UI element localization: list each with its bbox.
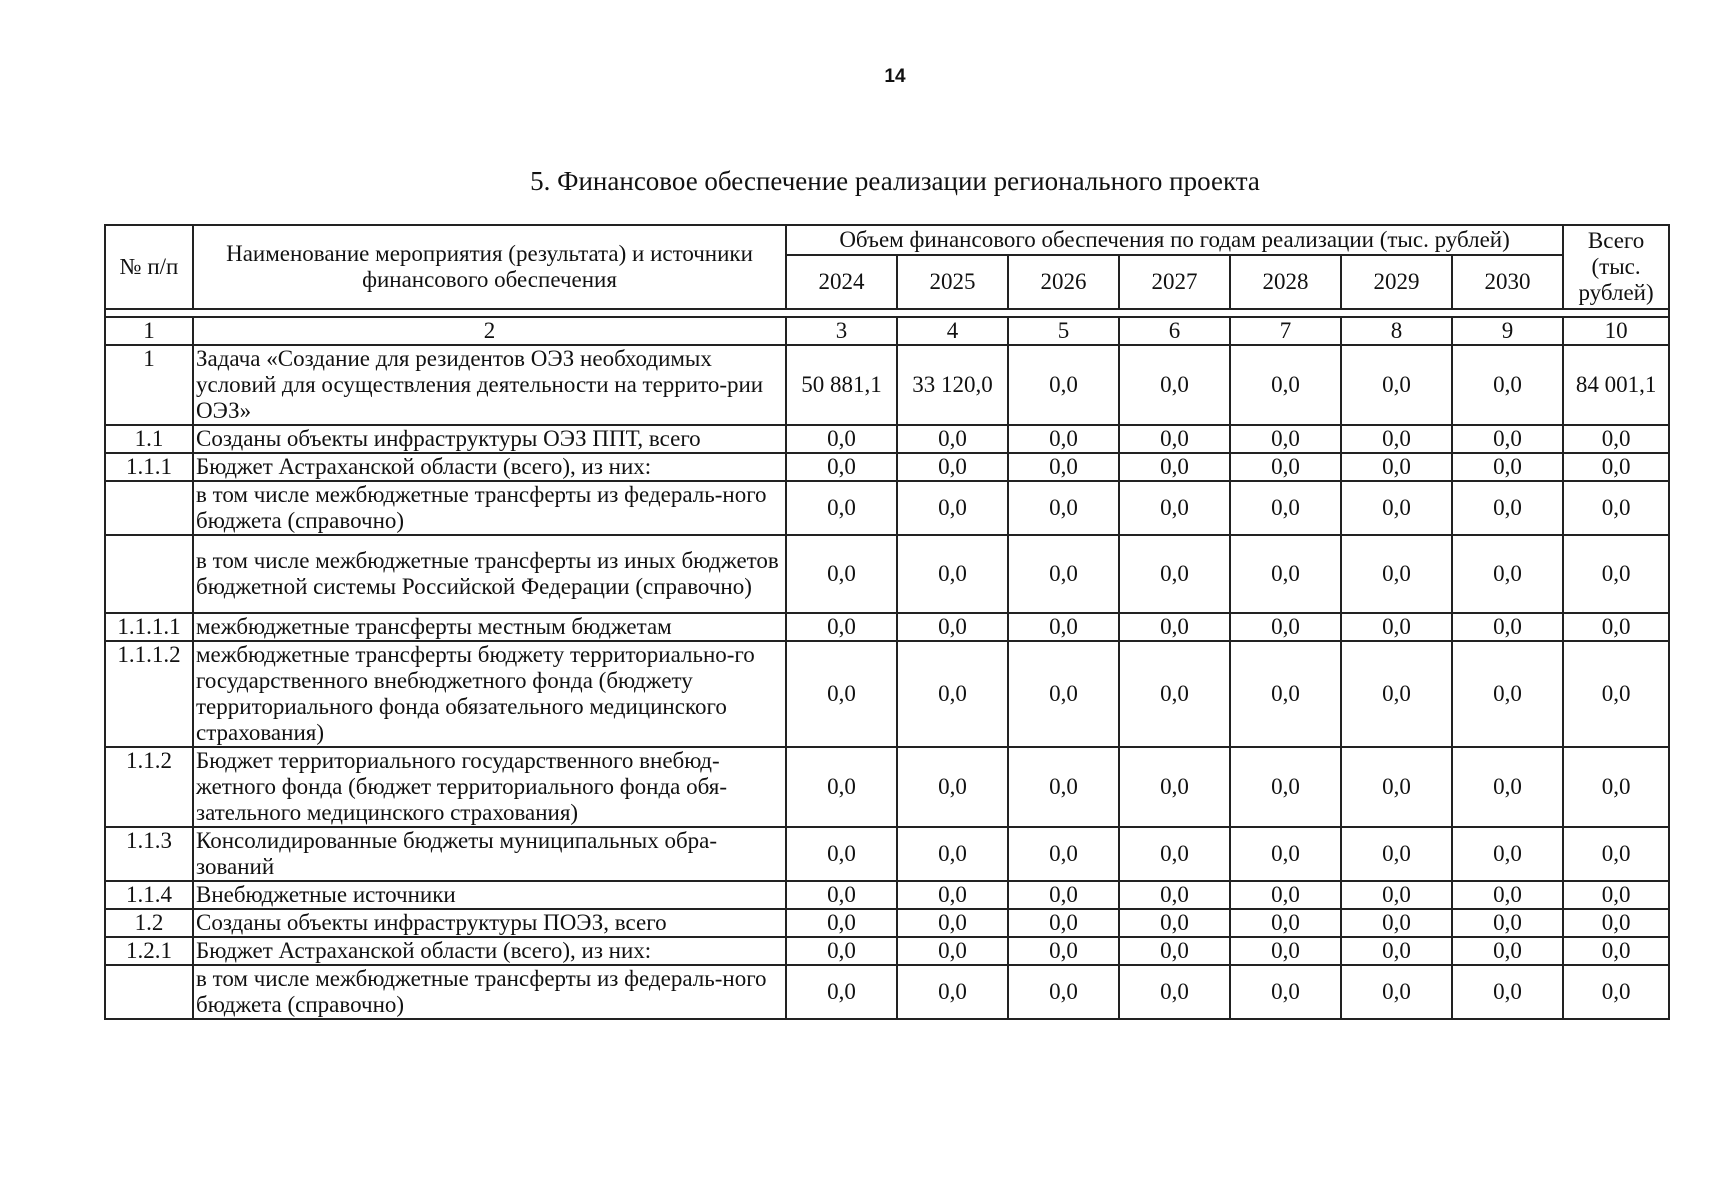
- row-year-value: 0,0: [1452, 827, 1563, 881]
- row-year-value: 0,0: [1008, 881, 1119, 909]
- table-row: [105, 535, 1669, 613]
- separator-cell: [105, 309, 1669, 317]
- row-year-value: 0,0: [1230, 425, 1341, 453]
- row-year-value: 0,0: [1341, 641, 1452, 747]
- row-year-value: 0,0: [1230, 937, 1341, 965]
- row-year-value: 0,0: [1341, 345, 1452, 425]
- row-total-value: 0,0: [1563, 965, 1669, 1019]
- row-year-value: 0,0: [897, 881, 1008, 909]
- row-year-value: 0,0: [1341, 827, 1452, 881]
- column-index-cell: 7: [1230, 317, 1341, 345]
- row-year-value: 0,0: [1008, 641, 1119, 747]
- header-year: 2027: [1119, 255, 1230, 309]
- row-year-value: 0,0: [1119, 425, 1230, 453]
- row-year-value: 0,0: [1230, 965, 1341, 1019]
- row-total-value: 0,0: [1563, 613, 1669, 641]
- row-year-value: 50 881,1: [786, 345, 897, 425]
- row-year-value: 0,0: [1008, 937, 1119, 965]
- row-number: 1: [105, 345, 193, 425]
- row-total-value: 0,0: [1563, 937, 1669, 965]
- row-year-value: 0,0: [897, 965, 1008, 1019]
- header-years-group: Объем финансового обеспечения по годам реализации (тыс. рублей): [786, 225, 1563, 255]
- row-year-value: 0,0: [1119, 641, 1230, 747]
- row-year-value: 0,0: [1452, 453, 1563, 481]
- row-year-value: 0,0: [786, 535, 897, 613]
- table-row: [105, 613, 1669, 641]
- row-name: Внебюджетные источники: [193, 881, 786, 909]
- row-year-value: 0,0: [1119, 481, 1230, 535]
- row-year-value: 0,0: [1341, 965, 1452, 1019]
- row-year-value: 0,0: [897, 613, 1008, 641]
- row-number: 1.1.1.2: [105, 641, 193, 747]
- row-total-value: 0,0: [1563, 909, 1669, 937]
- header-year: 2029: [1341, 255, 1452, 309]
- column-index-cell: 5: [1008, 317, 1119, 345]
- row-year-value: 0,0: [1008, 613, 1119, 641]
- row-year-value: 0,0: [1230, 641, 1341, 747]
- row-year-value: 0,0: [786, 425, 897, 453]
- row-year-value: 0,0: [897, 535, 1008, 613]
- header-year: 2026: [1008, 255, 1119, 309]
- column-index-row: [105, 317, 1669, 345]
- row-year-value: 0,0: [1230, 453, 1341, 481]
- row-year-value: 0,0: [786, 827, 897, 881]
- row-year-value: 0,0: [1452, 881, 1563, 909]
- row-year-value: 0,0: [1230, 535, 1341, 613]
- row-year-value: 0,0: [1119, 909, 1230, 937]
- row-year-value: 0,0: [1119, 453, 1230, 481]
- row-total-value: 84 001,1: [1563, 345, 1669, 425]
- row-year-value: 0,0: [1341, 747, 1452, 827]
- row-year-value: 0,0: [1119, 535, 1230, 613]
- row-total-value: 0,0: [1563, 827, 1669, 881]
- row-year-value: 0,0: [897, 909, 1008, 937]
- row-year-value: 0,0: [1341, 481, 1452, 535]
- row-year-value: 0,0: [897, 937, 1008, 965]
- row-year-value: 0,0: [1452, 613, 1563, 641]
- table-row: [105, 909, 1669, 937]
- row-year-value: 0,0: [1230, 881, 1341, 909]
- table-row: [105, 425, 1669, 453]
- row-year-value: 0,0: [786, 937, 897, 965]
- row-year-value: 0,0: [1341, 937, 1452, 965]
- row-year-value: 0,0: [1452, 747, 1563, 827]
- row-name: Задача «Создание для резидентов ОЭЗ необходимых условий для осуществления деятельности на террито-рии ОЭЗ»: [193, 345, 786, 425]
- row-year-value: 0,0: [786, 613, 897, 641]
- row-year-value: 0,0: [1008, 827, 1119, 881]
- row-year-value: 0,0: [786, 909, 897, 937]
- row-number: 1.1.1.1: [105, 613, 193, 641]
- row-year-value: 0,0: [1119, 881, 1230, 909]
- header-year: 2030: [1452, 255, 1563, 309]
- row-year-value: 0,0: [1341, 881, 1452, 909]
- row-number: 1.2: [105, 909, 193, 937]
- row-year-value: 0,0: [1119, 827, 1230, 881]
- row-year-value: 0,0: [1452, 481, 1563, 535]
- column-index-cell: 1: [105, 317, 193, 345]
- row-total-value: 0,0: [1563, 747, 1669, 827]
- row-number: 1.1.1: [105, 453, 193, 481]
- row-year-value: 0,0: [1452, 425, 1563, 453]
- row-year-value: 0,0: [897, 453, 1008, 481]
- row-year-value: 0,0: [1230, 613, 1341, 641]
- table-row: [105, 481, 1669, 535]
- row-name: межбюджетные трансферты местным бюджетам: [193, 613, 786, 641]
- column-index-cell: 10: [1563, 317, 1669, 345]
- row-year-value: 0,0: [1119, 613, 1230, 641]
- row-number: 1.2.1: [105, 937, 193, 965]
- row-year-value: 0,0: [1119, 747, 1230, 827]
- row-year-value: 0,0: [786, 641, 897, 747]
- row-name: Бюджет территориального государственного внебюд-жетного фонда (бюджет территориального фонда обя-зательного медицинского страхования): [193, 747, 786, 827]
- table-row: [105, 827, 1669, 881]
- row-year-value: 0,0: [1008, 909, 1119, 937]
- row-year-value: 0,0: [1452, 937, 1563, 965]
- row-name: в том числе межбюджетные трансферты из федераль-ного бюджета (справочно): [193, 481, 786, 535]
- row-year-value: 0,0: [1008, 481, 1119, 535]
- row-year-value: 0,0: [1341, 453, 1452, 481]
- row-year-value: 0,0: [1341, 535, 1452, 613]
- row-year-value: 0,0: [1230, 345, 1341, 425]
- row-name: в том числе межбюджетные трансферты из иных бюджетов бюджетной системы Российской Федерации (справочно): [193, 535, 786, 613]
- header-row-1: [105, 225, 1669, 255]
- row-year-value: 0,0: [897, 425, 1008, 453]
- table-row: [105, 453, 1669, 481]
- row-total-value: 0,0: [1563, 425, 1669, 453]
- table-row: [105, 345, 1669, 425]
- row-year-value: 33 120,0: [897, 345, 1008, 425]
- table-row: [105, 965, 1669, 1019]
- row-year-value: 0,0: [1230, 909, 1341, 937]
- financing-table: [104, 224, 1670, 1020]
- row-year-value: 0,0: [1452, 909, 1563, 937]
- header-total: Всего (тыс. рублей): [1563, 225, 1669, 309]
- row-year-value: 0,0: [1230, 481, 1341, 535]
- row-total-value: 0,0: [1563, 481, 1669, 535]
- row-total-value: 0,0: [1563, 881, 1669, 909]
- column-index-cell: 3: [786, 317, 897, 345]
- column-index-cell: 2: [193, 317, 786, 345]
- table-body: [105, 345, 1669, 1019]
- row-name: Бюджет Астраханской области (всего), из них:: [193, 937, 786, 965]
- row-year-value: 0,0: [1341, 425, 1452, 453]
- column-index-cell: 9: [1452, 317, 1563, 345]
- page-number: 14: [884, 66, 906, 87]
- row-year-value: 0,0: [786, 481, 897, 535]
- row-year-value: 0,0: [897, 641, 1008, 747]
- row-year-value: 0,0: [1008, 747, 1119, 827]
- row-number: 1.1.4: [105, 881, 193, 909]
- row-year-value: 0,0: [897, 827, 1008, 881]
- row-year-value: 0,0: [1119, 937, 1230, 965]
- row-name: Созданы объекты инфраструктуры ПОЭЗ, всего: [193, 909, 786, 937]
- column-index-cell: 4: [897, 317, 1008, 345]
- row-number: 1.1.3: [105, 827, 193, 881]
- row-year-value: 0,0: [1452, 535, 1563, 613]
- page-title: 5. Финансовое обеспечение реализации регионального проекта: [530, 166, 1260, 196]
- row-number: 1.1: [105, 425, 193, 453]
- header-name: Наименование мероприятия (результата) и источники финансового обеспечения: [193, 225, 786, 309]
- row-year-value: 0,0: [897, 747, 1008, 827]
- financing-table-wrapper: [104, 224, 1668, 1020]
- header-year: 2025: [897, 255, 1008, 309]
- table-row: [105, 881, 1669, 909]
- row-year-value: 0,0: [1452, 345, 1563, 425]
- row-number: [105, 535, 193, 613]
- row-name: Созданы объекты инфраструктуры ОЭЗ ППТ, всего: [193, 425, 786, 453]
- row-name: Бюджет Астраханской области (всего), из них:: [193, 453, 786, 481]
- row-year-value: 0,0: [1230, 827, 1341, 881]
- table-row: [105, 937, 1669, 965]
- row-number: [105, 481, 193, 535]
- row-name: в том числе межбюджетные трансферты из федераль-ного бюджета (справочно): [193, 965, 786, 1019]
- row-year-value: 0,0: [786, 881, 897, 909]
- row-year-value: 0,0: [1008, 425, 1119, 453]
- row-year-value: 0,0: [1119, 345, 1230, 425]
- table-row: [105, 747, 1669, 827]
- header-year: 2028: [1230, 255, 1341, 309]
- header-num: № п/п: [105, 225, 193, 309]
- row-year-value: 0,0: [1452, 965, 1563, 1019]
- row-year-value: 0,0: [897, 481, 1008, 535]
- row-total-value: 0,0: [1563, 535, 1669, 613]
- row-year-value: 0,0: [1230, 747, 1341, 827]
- row-year-value: 0,0: [786, 747, 897, 827]
- column-index-cell: 8: [1341, 317, 1452, 345]
- column-index-cell: 6: [1119, 317, 1230, 345]
- row-year-value: 0,0: [1008, 535, 1119, 613]
- row-year-value: 0,0: [1008, 965, 1119, 1019]
- row-total-value: 0,0: [1563, 641, 1669, 747]
- row-number: 1.1.2: [105, 747, 193, 827]
- header-year: 2024: [786, 255, 897, 309]
- row-year-value: 0,0: [1452, 641, 1563, 747]
- row-name: Консолидированные бюджеты муниципальных обра-зований: [193, 827, 786, 881]
- row-year-value: 0,0: [1341, 909, 1452, 937]
- row-year-value: 0,0: [1119, 965, 1230, 1019]
- row-year-value: 0,0: [1341, 613, 1452, 641]
- row-year-value: 0,0: [786, 965, 897, 1019]
- table-row: [105, 641, 1669, 747]
- row-name: межбюджетные трансферты бюджету территориально-го государственного внебюджетного фонда (бюджету территориального фонда обязательного медицинского страхования): [193, 641, 786, 747]
- row-year-value: 0,0: [786, 453, 897, 481]
- header-separator: [105, 309, 1669, 317]
- row-year-value: 0,0: [1008, 345, 1119, 425]
- row-number: [105, 965, 193, 1019]
- row-total-value: 0,0: [1563, 453, 1669, 481]
- row-year-value: 0,0: [1008, 453, 1119, 481]
